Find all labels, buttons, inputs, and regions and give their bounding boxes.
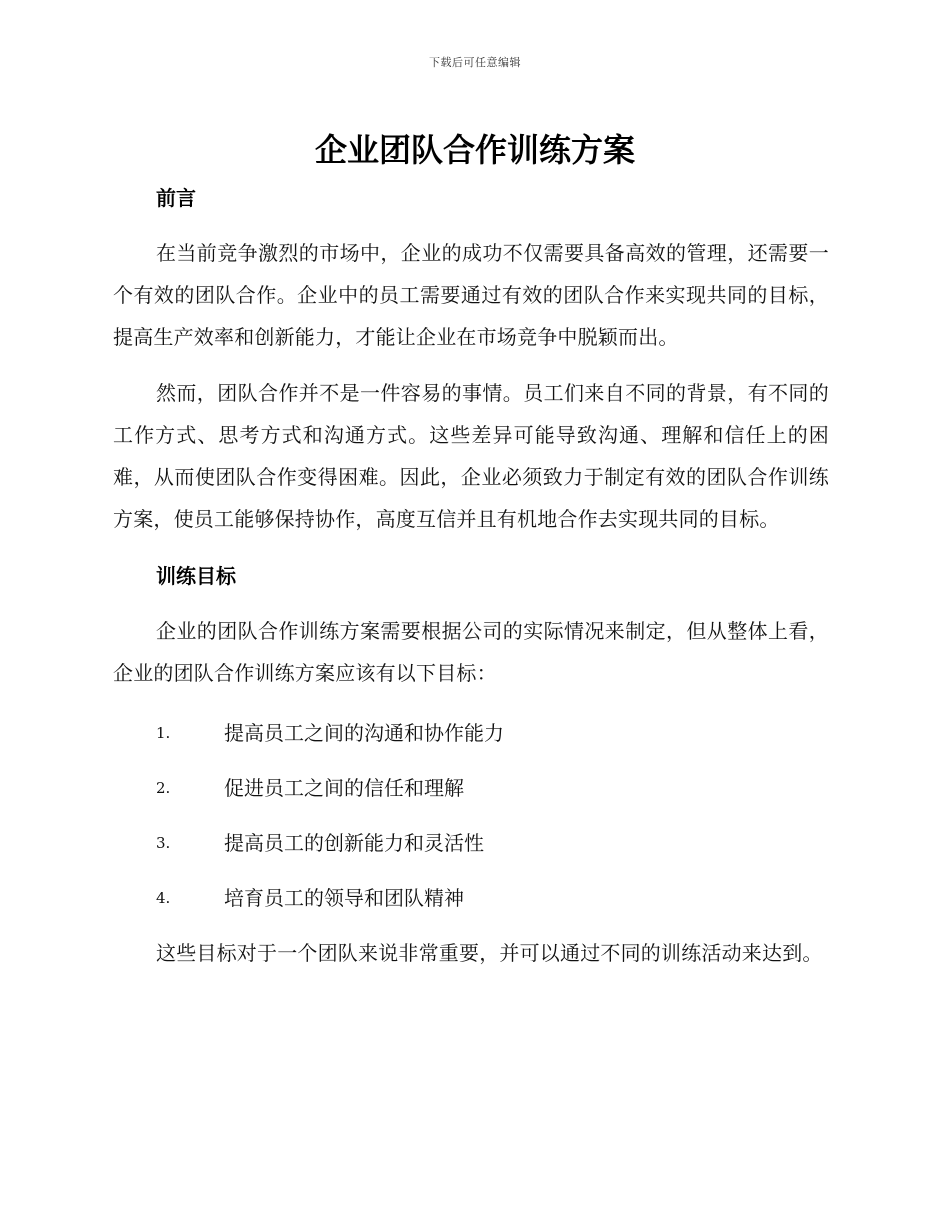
list-item xyxy=(113,871,829,926)
header-note: 下载后可任意编辑 xyxy=(429,56,521,69)
list-item-text: 培育员工的领导和团队精神 xyxy=(224,886,464,910)
list-item-number: 2. xyxy=(156,779,171,797)
paragraph: 在当前竞争激烈的市场中，企业的成功不仅需要具备高效的管理，还需要一个有效的团队合作。企业中的员工需要通过有效的团队合作来实现共同的目标，提高生产效率和创新能力，才能让企业在市场竞争中脱颖而出。 xyxy=(113,241,829,349)
paragraph: 然而，团队合作并不是一件容易的事情。员工们来自不同的背景，有不同的工作方式、思考方式和沟通方式。这些差异可能导致沟通、理解和信任上的困难，从而使团队合作变得困难。因此，企业必须致力于制定有效的团队合作训练方案，使员工能够保持协作，高度互信并且有机地合作去实现共同的目标。 xyxy=(113,381,829,531)
section-heading-preface: 前言 xyxy=(156,186,196,210)
list-item-number: 1. xyxy=(156,724,171,742)
paragraph: 企业的团队合作训练方案需要根据公司的实际情况来制定，但从整体上看，企业的团队合作训练方案应该有以下目标： xyxy=(113,619,829,685)
section-heading-goals: 训练目标 xyxy=(156,564,236,588)
list-item-number: 4. xyxy=(156,889,171,907)
list-item-text: 促进员工之间的信任和理解 xyxy=(224,776,464,800)
list-item xyxy=(113,816,829,871)
list-item-number: 3. xyxy=(156,834,171,852)
list-item-text: 提高员工的创新能力和灵活性 xyxy=(224,831,484,855)
document-title: 企业团队合作训练方案 xyxy=(314,131,635,169)
list-item xyxy=(113,706,829,761)
list-item xyxy=(113,761,829,816)
goals-list xyxy=(113,706,829,926)
document-body xyxy=(113,178,829,974)
paragraph: 这些目标对于一个团队来说非常重要，并可以通过不同的训练活动来达到。 xyxy=(156,941,823,965)
list-item-text: 提高员工之间的沟通和协作能力 xyxy=(224,721,504,745)
